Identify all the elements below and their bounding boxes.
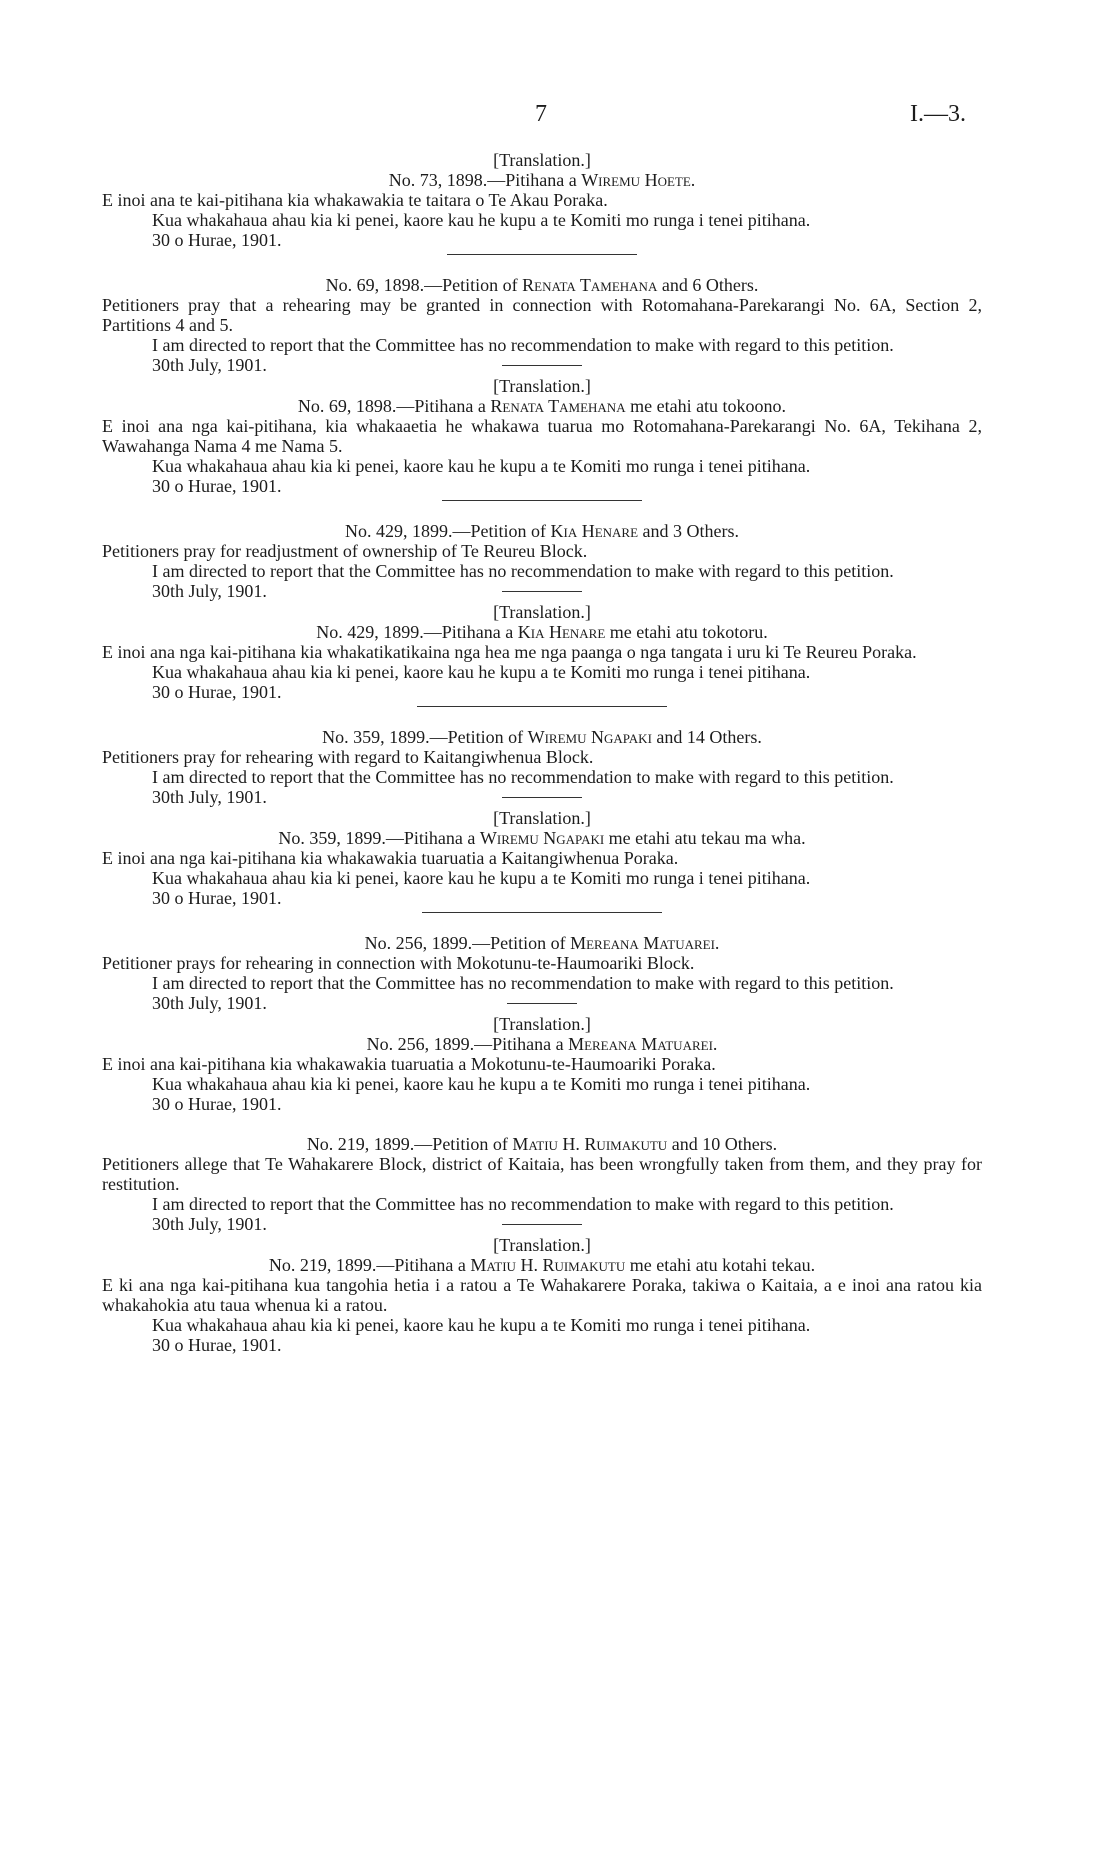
section-divider <box>417 706 667 707</box>
petition-text: E ki ana nga kai-pitihana kua tangohia hetia i a ratou a Te Wahakarere Poraka, takiwa o Kaitaia, a e inoi ana ratou kia whakahokia atu taua whenua ki a ratou. <box>102 1275 982 1315</box>
petition-text: E inoi ana te kai-pitihana kia whakawakia te taitara o Te Akau Poraka. <box>102 190 608 210</box>
petitions-content <box>102 150 982 1355</box>
section-title: No. 359, 1899.—Pitihana a Wiremu Ngapaki me etahi atu tekau ma wha. <box>278 828 806 848</box>
section-divider <box>422 912 662 913</box>
section-title: No. 256, 1899.—Pitihana a Mereana Matuarei. <box>366 1034 718 1054</box>
translation-label: [Translation.] <box>493 376 591 396</box>
committee-report: I am directed to report that the Committee has no recommendation to make with regard to this petition. <box>152 1194 894 1214</box>
section-divider <box>502 797 582 798</box>
section-title: No. 219, 1899.—Petition of Matiu H. Ruimakutu and 10 Others. <box>306 1134 778 1154</box>
section-petition <box>102 275 982 375</box>
section-petition <box>102 521 982 601</box>
committee-report: Kua whakahaua ahau kia ki penei, kaore kau he kupu a te Komiti mo runga i tenei pitihana. <box>152 1074 811 1094</box>
translation-label: [Translation.] <box>493 150 591 170</box>
page-number: 7 <box>535 101 547 127</box>
petition-text: E inoi ana nga kai-pitihana kia whakatikatikaina nga hea me nga paanga o nga tangata i uru ki Te Reureu Poraka. <box>102 642 917 662</box>
translation-label: [Translation.] <box>493 1235 591 1255</box>
petition-text: Petitioners pray that a rehearing may be granted in connection with Rotomahana-Parekarangi No. 6A, Section 2, Partitions 4 and 5. <box>102 295 982 335</box>
report-date: 30 o Hurae, 1901. <box>152 1335 282 1355</box>
report-date: 30 o Hurae, 1901. <box>152 1094 282 1114</box>
petition-text: E inoi ana nga kai-pitihana, kia whakaaetia he whakawa tuarua mo Rotomahana-Parekarangi No. 6A, Tekihana 2, Wawahanga Nama 4 me Nama 5. <box>102 416 982 456</box>
section-translation <box>102 150 982 255</box>
section-title: No. 256, 1899.—Petition of Mereana Matuarei. <box>364 933 720 953</box>
translation-label: [Translation.] <box>493 1014 591 1034</box>
report-date: 30 o Hurae, 1901. <box>152 682 282 702</box>
section-divider <box>502 1224 582 1225</box>
section-translation <box>102 376 982 501</box>
petition-text: E inoi ana nga kai-pitihana kia whakawakia tuaruatia a Kaitangiwhenua Poraka. <box>102 848 679 868</box>
section-divider <box>507 1003 577 1004</box>
section-divider <box>447 254 637 255</box>
report-date: 30 o Hurae, 1901. <box>152 476 282 496</box>
report-date: 30 o Hurae, 1901. <box>152 888 282 908</box>
section-title: No. 73, 1898.—Pitihana a Wiremu Hoete. <box>388 170 696 190</box>
committee-report: I am directed to report that the Committee has no recommendation to make with regard to this petition. <box>152 767 894 787</box>
section-title: No. 429, 1899.—Petition of Kia Henare and 3 Others. <box>344 521 740 541</box>
petition-text: Petitioners pray for readjustment of ownership of Te Reureu Block. <box>102 541 588 561</box>
section-translation <box>102 602 982 707</box>
section-petition <box>102 727 982 807</box>
petition-text: Petitioners pray for rehearing with regard to Kaitangiwhenua Block. <box>102 747 594 767</box>
section-petition <box>102 1134 982 1234</box>
report-date: 30th July, 1901. <box>152 355 267 375</box>
section-title: No. 69, 1898.—Pitihana a Renata Tamehana me etahi atu tokoono. <box>297 396 787 416</box>
section-title: No. 69, 1898.—Petition of Renata Tamehana and 6 Others. <box>325 275 759 295</box>
committee-report: Kua whakahaua ahau kia ki penei, kaore kau he kupu a te Komiti mo runga i tenei pitihana. <box>152 456 811 476</box>
section-translation <box>102 808 982 913</box>
committee-report: I am directed to report that the Committee has no recommendation to make with regard to this petition. <box>152 561 894 581</box>
section-divider <box>502 591 582 592</box>
committee-report: I am directed to report that the Committee has no recommendation to make with regard to this petition. <box>152 973 894 993</box>
committee-report: Kua whakahaua ahau kia ki penei, kaore kau he kupu a te Komiti mo runga i tenei pitihana. <box>152 1315 811 1335</box>
section-petition <box>102 933 982 1013</box>
section-divider <box>502 365 582 366</box>
translation-label: [Translation.] <box>493 808 591 828</box>
section-translation <box>102 1014 982 1114</box>
committee-report: Kua whakahaua ahau kia ki penei, kaore kau he kupu a te Komiti mo runga i tenei pitihana. <box>152 210 811 230</box>
committee-report: I am directed to report that the Committee has no recommendation to make with regard to this petition. <box>152 335 894 355</box>
report-date: 30th July, 1901. <box>152 1214 267 1234</box>
report-date: 30th July, 1901. <box>152 787 267 807</box>
report-date: 30 o Hurae, 1901. <box>152 230 282 250</box>
document-reference: I.—3. <box>910 101 966 127</box>
section-title: No. 429, 1899.—Pitihana a Kia Henare me etahi atu tokotoru. <box>316 622 768 642</box>
report-date: 30th July, 1901. <box>152 993 267 1013</box>
committee-report: Kua whakahaua ahau kia ki penei, kaore kau he kupu a te Komiti mo runga i tenei pitihana. <box>152 662 811 682</box>
section-translation <box>102 1235 982 1355</box>
section-title: No. 359, 1899.—Petition of Wiremu Ngapaki and 14 Others. <box>322 727 762 747</box>
committee-report: Kua whakahaua ahau kia ki penei, kaore kau he kupu a te Komiti mo runga i tenei pitihana. <box>152 868 811 888</box>
section-title: No. 219, 1899.—Pitihana a Matiu H. Ruimakutu me etahi atu kotahi tekau. <box>268 1255 816 1275</box>
translation-label: [Translation.] <box>493 602 591 622</box>
petition-text: E inoi ana kai-pitihana kia whakawakia tuaruatia a Mokotunu-te-Haumoariki Poraka. <box>102 1054 716 1074</box>
petition-text: Petitioners allege that Te Wahakarere Block, district of Kaitaia, has been wrongfully taken from them, and they pray for restitution. <box>102 1154 982 1194</box>
report-date: 30th July, 1901. <box>152 581 267 601</box>
section-divider <box>442 500 642 501</box>
petition-text: Petitioner prays for rehearing in connection with Mokotunu-te-Haumoariki Block. <box>102 953 695 973</box>
